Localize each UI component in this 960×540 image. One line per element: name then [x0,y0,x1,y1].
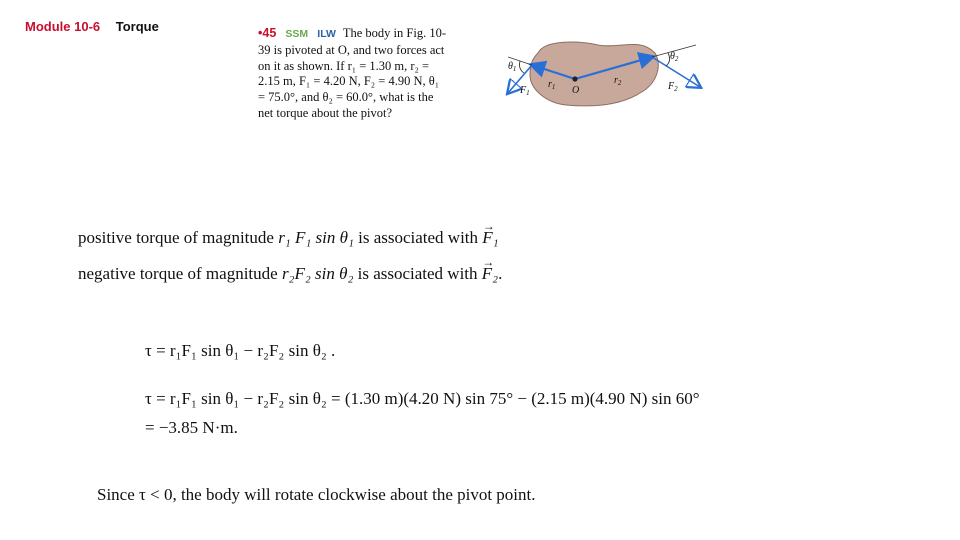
f1-vector-symbol: → F₁ [482,228,498,248]
positive-torque-line [78,228,499,248]
theta2-label: $\theta_2$ [670,51,679,63]
theta1-label: $\theta_1$ [508,61,517,73]
positive-torque-lead: positive torque of magnitude [78,228,279,247]
negative-torque-end: . [498,264,503,283]
f2-label: $F_2$ [668,81,678,93]
negative-torque-line [78,264,502,284]
negative-torque-tail: is associated with [353,264,482,283]
net-torque-equation: τ = r₁F₁ sin θ₁ − r₂F₂ sin θ₂ . [145,341,336,360]
net-torque-substitution: τ = r₁F₁ sin θ₁ − r₂F₂ sin θ₂ = (1.30 m)(4.20 N) sin 75° − (2.15 m)(4.90 N) sin 60° [145,389,700,408]
module-heading [25,19,159,34]
problem-statement [258,26,448,122]
conclusion-text: Since τ < 0, the body will rotate clockwise about the pivot point. [97,485,536,504]
ssm-tag: SSM [285,28,309,40]
module-topic: Torque [115,19,159,34]
pivot-point [572,76,577,81]
problem-number: •45 [258,26,277,40]
negative-torque-symbols: r₂F₂ sin θ₂ [281,264,354,283]
problem-text: The body in Fig. 10-39 is pivoted at O, and two forces act on it as shown. If r₁ = 1.30 m, r₂ = 2.15 m, F₁ = 4.20 N, F₂ = 4.90 N, θ₁ = 75.0°, and θ₂ = 60.0°, what is the net torque about the pivot? [258,26,446,120]
net-torque-result: = −3.85 N·m. [145,418,238,437]
positive-torque-tail: is associated with [353,228,483,247]
r1-label: $r_1$ [548,79,556,91]
module-label: Module 10-6 [25,19,101,34]
torque-figure [500,35,720,115]
ilw-tag: ILW [317,28,336,40]
negative-torque-lead: negative torque of magnitude [78,264,282,283]
f2-vector-symbol: → F₂ [482,264,498,284]
theta1-arc [520,61,525,73]
r2-label: $r_2$ [614,75,622,87]
pivot-label: O [572,85,580,96]
positive-torque-symbols: r₁ F₁ sin θ₁ [278,228,354,247]
f1-label: $F_1$ [520,85,530,97]
